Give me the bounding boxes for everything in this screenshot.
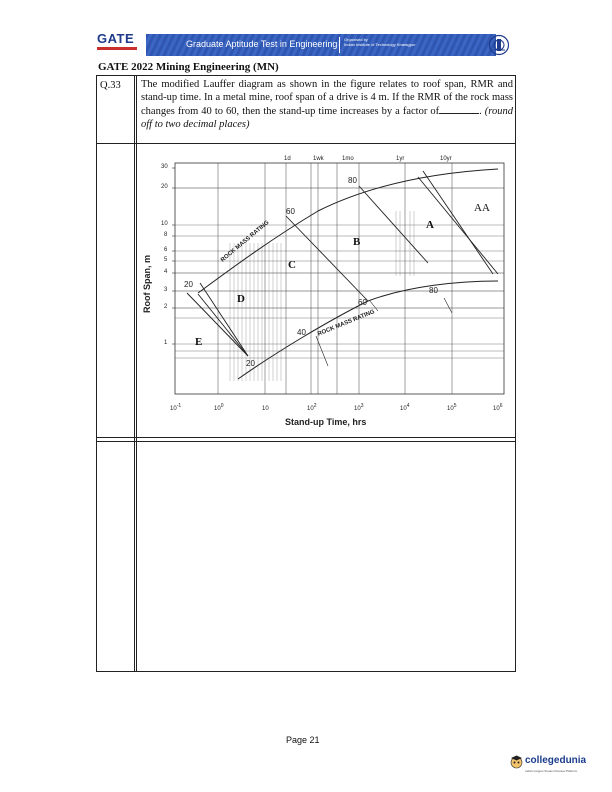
y-tick-label: 1 [164, 340, 168, 346]
rmr-value: 40 [297, 328, 306, 337]
question-text-main: The modified Lauffer diagram as shown in the figure relates to roof span, RMR and stand-up time. In a metal mine, roof span of a drive is 4 m. If the RMR of the rock mass changes from 40 to 60, then the stand-up time increases by a factor of [141, 79, 513, 117]
region-label-c: C [288, 259, 296, 271]
top-tick-label: 1yr [396, 156, 405, 162]
organizer-name: Indian Institute of Technology Kharagpur [344, 42, 416, 47]
y-tick-label: 8 [164, 232, 168, 238]
answer-blank [439, 104, 479, 114]
organized-by-label: Organised by [344, 37, 368, 42]
y-tick-label: 4 [164, 269, 168, 275]
x-tick-label: $10^4$ [400, 403, 410, 412]
x-tick-label: $10^6$ [493, 403, 503, 412]
collegedunia-logo [507, 752, 603, 782]
graduate-mascot-icon [509, 754, 524, 769]
brand-name: collegedunia [525, 755, 587, 766]
x-tick-label: 10 [262, 406, 269, 412]
upper-curve-label: ROCK MASS RATING [220, 219, 271, 264]
y-tick-label: 5 [164, 257, 168, 263]
rmr-value: 60 [286, 207, 295, 216]
rmr-value: 60 [358, 298, 367, 307]
table-row-divider-inner [97, 441, 515, 442]
rmr-value: 20 [184, 280, 193, 289]
top-tick-label: 1wk [313, 156, 324, 162]
blank-suffix: . [479, 106, 482, 117]
top-tick-label: 1mo [342, 156, 354, 162]
x-tick-label: $10^0$ [214, 403, 224, 412]
rmr-value: 80 [429, 286, 438, 295]
x-tick-label: $10^{-1}$ [170, 403, 182, 412]
question-text [141, 79, 513, 131]
region-label-a: A [426, 219, 434, 231]
iit-emblem-icon [488, 34, 510, 56]
gate-logo [96, 30, 142, 60]
region-label-aa: AA [474, 202, 490, 214]
gate-logo-text: GATE [97, 31, 135, 46]
top-tick-label: 10yr [440, 156, 452, 162]
question-instruction: (round off to two decimal places) [141, 106, 513, 130]
y-axis-title: Roof Span, m [142, 255, 152, 313]
banner-divider [339, 37, 340, 53]
lower-curve-label: ROCK MASS RATING [317, 309, 376, 338]
top-tick-label: 1d [284, 156, 291, 162]
rmr-value: 20 [246, 359, 255, 368]
lauffer-diagram [138, 151, 516, 431]
x-tick-label: $10^2$ [307, 403, 317, 412]
header-banner [146, 34, 496, 56]
table-column-divider-inner [136, 76, 137, 671]
page-number: Page 21 [286, 735, 320, 745]
table-row-divider [97, 437, 515, 438]
question-number: Q.33 [100, 80, 121, 91]
logo-stripe [97, 47, 137, 50]
y-tick-label: 6 [164, 247, 168, 253]
y-tick-label: 20 [161, 184, 168, 190]
table-column-divider [134, 76, 135, 671]
x-axis-title: Stand-up Time, hrs [285, 417, 367, 427]
banner-organizer [344, 37, 454, 47]
banner-title: Graduate Aptitude Test in Engineering [186, 39, 338, 49]
y-tick-label: 3 [164, 287, 168, 293]
paper-title: GATE 2022 Mining Engineering (MN) [98, 61, 279, 73]
lauffer-diagram-lines [138, 151, 516, 431]
y-tick-label: 10 [161, 221, 168, 227]
region-label-b: B [353, 236, 361, 248]
brand-tagline: India's largest Student Review Platform [525, 769, 578, 773]
region-label-e: E [195, 336, 203, 348]
y-tick-label: 2 [164, 304, 168, 310]
y-tick-label: 30 [161, 164, 168, 170]
x-tick-label: $10^3$ [354, 403, 364, 412]
x-tick-label: $10^5$ [447, 403, 457, 412]
region-label-d: D [237, 293, 245, 305]
table-row-divider [97, 143, 515, 144]
rmr-value: 80 [348, 176, 357, 185]
